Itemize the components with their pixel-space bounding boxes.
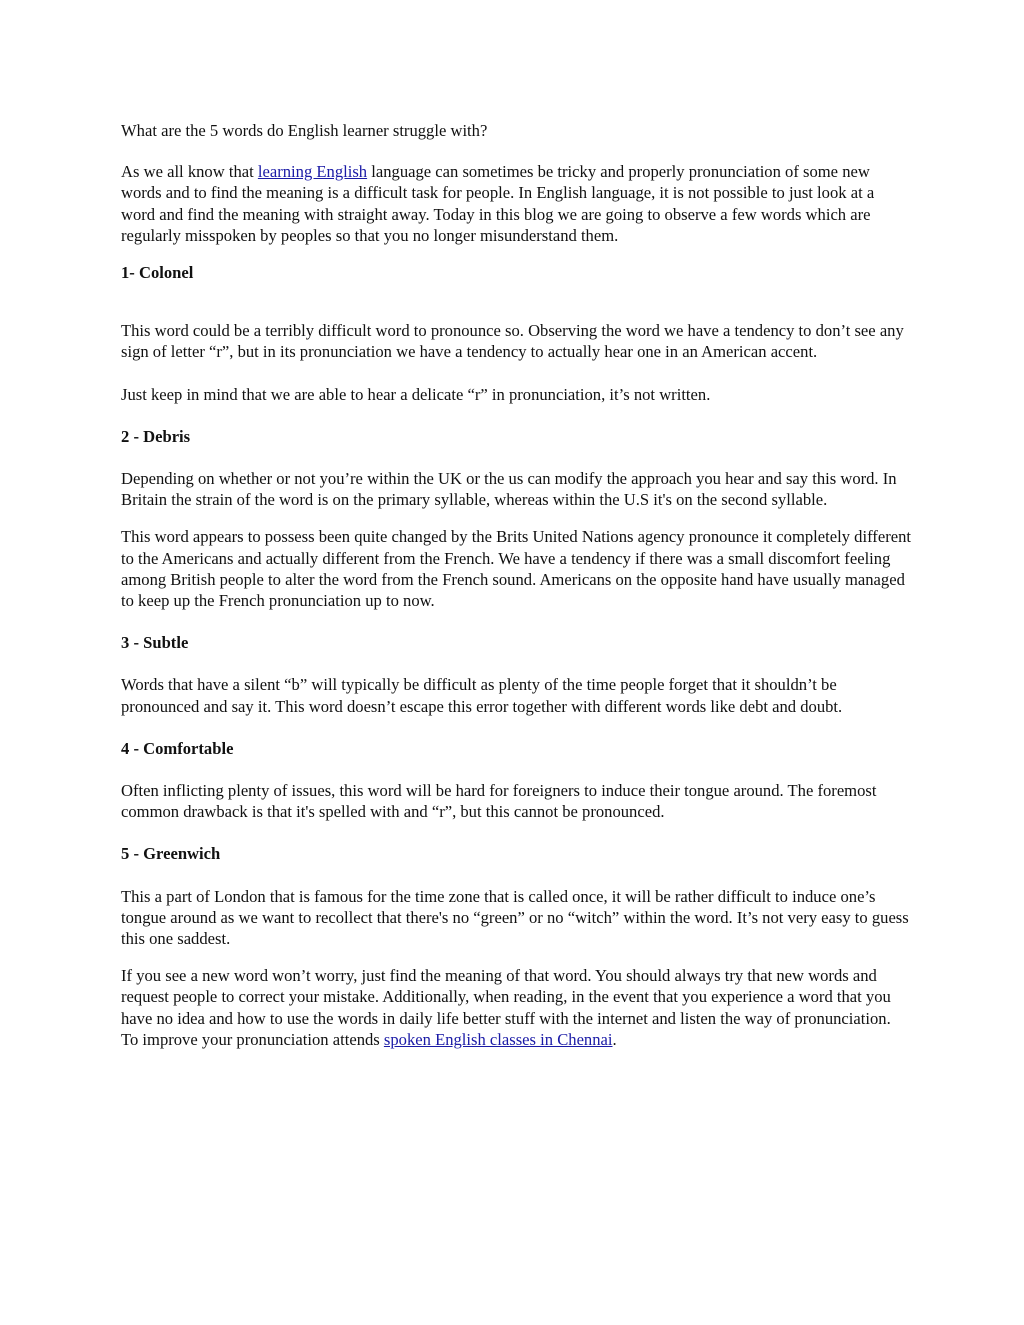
section-heading-colonel: 1- Colonel xyxy=(121,263,194,283)
document-page xyxy=(121,120,911,1050)
learning-english-link[interactable]: learning English xyxy=(257,162,368,182)
closing-text-after: . xyxy=(612,1029,617,1049)
closing-text-before: If you see a new word won’t worry, just find the meaning of that word. You should always try that new words and request people to correct your mistake. Additionally, when reading, in the event that you experience a word that you have no idea and how to use the words in daily life better stuff with the internet and listen the way of pronunciation. To improve your pronunciation attends xyxy=(121,966,891,1049)
section-paragraph: Just keep in mind that we are able to hear a delicate “r” in pronunciation, it’s not written. xyxy=(121,384,711,404)
section-paragraph: Often inflicting plenty of issues, this word will be hard for foreigners to induce their tongue around. The foremost common drawback is that it's spelled with and “r”, but this cannot be pronounced. xyxy=(121,781,877,822)
section-paragraph: This word appears to possess been quite changed by the Brits United Nations agency pronounce it completely different to the Americans and actually different from the French. We have a tendency if there was a small discomfort feeling among British people to alter the word from the French sound. Americans on the opposite hand have usually managed to keep up the French pronunciation up to now. xyxy=(121,527,911,611)
document-title: What are the 5 words do English learner struggle with? xyxy=(121,121,488,140)
closing-paragraph xyxy=(121,965,911,1050)
intro-paragraph xyxy=(121,161,911,246)
section-heading-debris: 2 - Debris xyxy=(121,426,191,446)
section-paragraph: Depending on whether or not you’re within the UK or the us can modify the approach you hear and say this word. In Britain the strain of the word is on the primary syllable, whereas within the U.S it's on the second syllable. xyxy=(121,469,897,510)
section-paragraph: This word could be a terribly difficult word to pronounce so. Observing the word we have a tendency to don’t see any sign of letter “r”, but in its pronunciation we have a tendency to actually hear one in an American accent. xyxy=(121,321,904,362)
intro-text-before: As we all know that xyxy=(121,162,258,182)
section-heading-subtle: 3 - Subtle xyxy=(121,633,189,653)
section-heading-comfortable: 4 - Comfortable xyxy=(121,738,234,758)
section-heading-greenwich: 5 - Greenwich xyxy=(121,844,221,864)
intro-text-after: language can sometimes be tricky and properly pronunciation of some new words and to find the meaning is a difficult task for people. In English language, it is not possible to just look at a word and find the meaning with straight away. Today in this blog we are going to observe a few words which are regularly misspoken by peoples so that you no longer misunderstand them. xyxy=(121,162,875,245)
section-paragraph: Words that have a silent “b” will typically be difficult as plenty of the time people forget that it shouldn’t be pronounced and say it. This word doesn’t escape this error together with different words like debt and doubt. xyxy=(121,675,843,716)
spoken-english-classes-link[interactable]: spoken English classes in Chennai xyxy=(383,1029,613,1049)
section-paragraph: This a part of London that is famous for the time zone that is called once, it will be rather difficult to induce one’s tongue around as we want to recollect that there's no “green” or no “witch” within the word. It’s not very easy to guess this one saddest. xyxy=(121,886,909,949)
